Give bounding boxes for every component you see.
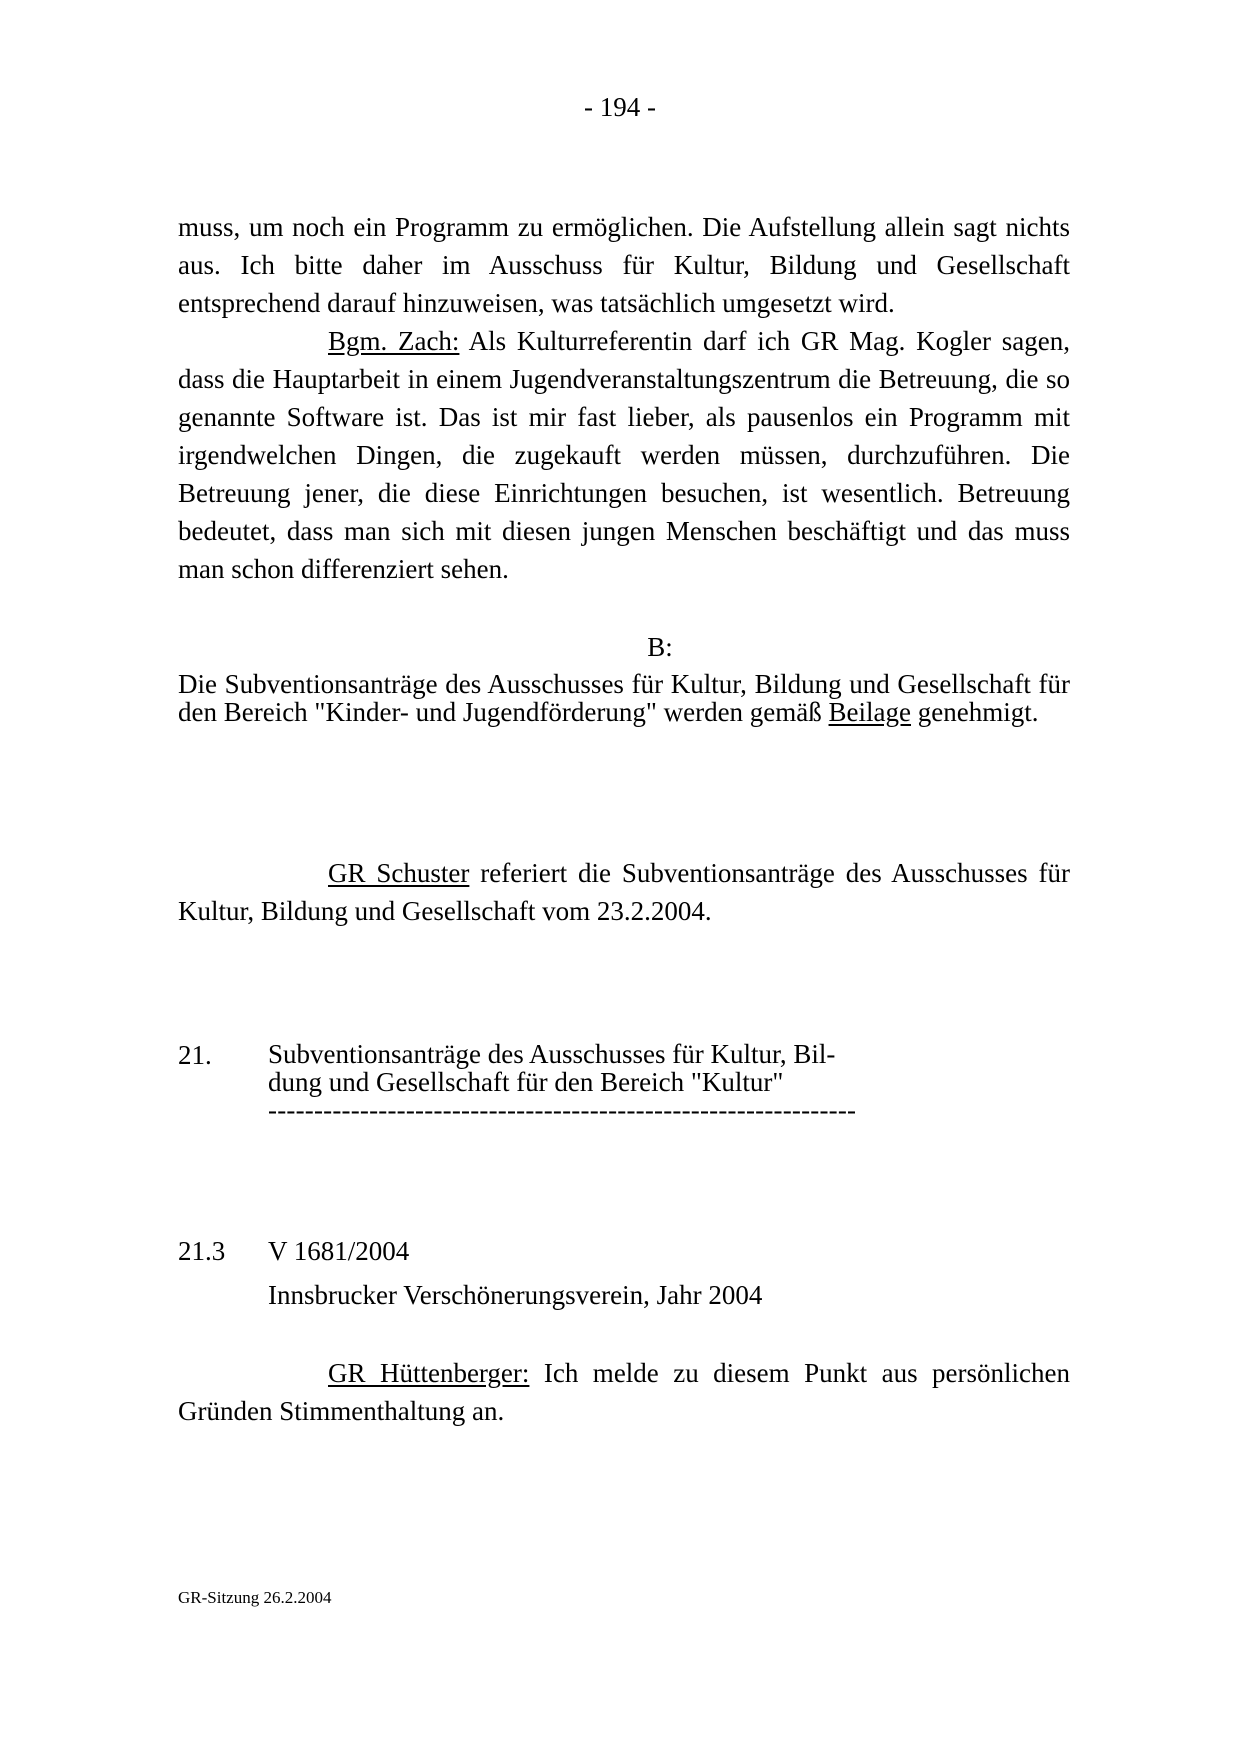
agenda-item-number: 21.3 <box>178 1236 226 1266</box>
speaker-schuster: GR Schuster <box>328 858 470 888</box>
speaker-zach: Bgm. Zach: <box>328 326 460 356</box>
paragraph-continuation: muss, um noch ein Programm zu ermöglichen. Die Aufstellung allein sagt nichts aus. Ich bitte daher im Ausschuss für Kultur, Bildung und Gesellschaft entsprechend darauf hinzuweisen, was tatsächlich umgesetzt wird. <box>178 212 1070 318</box>
speech-zach: Als Kulturreferentin darf ich GR Mag. Kogler sagen, dass die Hauptarbeit in einem Jugendveranstaltungszentrum die Betreuung, die so genannte Software ist. Das ist mir fast lieber, als pausenlos ein Programm mit irgendwelchen Dingen, die zugekauft werden müssen, durchzuführen. Die Betreuung jener, die diese Einrichtungen besuchen, ist wesentlich. Betreuung bedeutet, dass man sich mit diesen jungen Menschen beschäftigt und das muss man schon differenziert sehen. <box>178 326 1070 584</box>
beilage-link: Beilage <box>828 697 911 727</box>
agenda-item-title: Subventionsanträge des Ausschusses für Kultur, Bil- dung und Gesellschaft für den Bereich "Kultur" ---------------------------------------------------------------- <box>268 1039 857 1125</box>
paragraph-schuster <box>178 854 1070 930</box>
speaker-huettenberger: GR Hüttenberger: <box>328 1358 530 1388</box>
agenda-item-number: 21. <box>178 1040 212 1070</box>
agenda-item-detail: V 1681/2004 Innsbrucker Verschönerungsverein, Jahr 2004 <box>268 1236 763 1310</box>
paragraph-huettenberger <box>178 1354 1070 1430</box>
section-b-text: Die Subventionsanträge des Ausschusses für Kultur, Bildung und Gesellschaft für den Bereich "Kinder- und Jugendförderung" werden gemäß Beilage genehmigt. <box>178 669 1070 727</box>
page-number: - 194 - <box>584 92 656 122</box>
footer-session-date: GR-Sitzung 26.2.2004 <box>178 1588 332 1607</box>
text-huettenberger: Ich melde zu diesem Punkt aus persönlichen Gründen Stimmenthaltung an. <box>178 1358 1070 1426</box>
text-schuster: referiert die Subventionsanträge des Ausschusses für Kultur, Bildung und Gesellschaft vom 23.2.2004. <box>178 858 1070 926</box>
section-b-label: B: <box>647 632 673 662</box>
dashed-separator: ---------------------------------------------------------------- <box>268 1095 857 1125</box>
paragraph-zach <box>178 322 1070 588</box>
